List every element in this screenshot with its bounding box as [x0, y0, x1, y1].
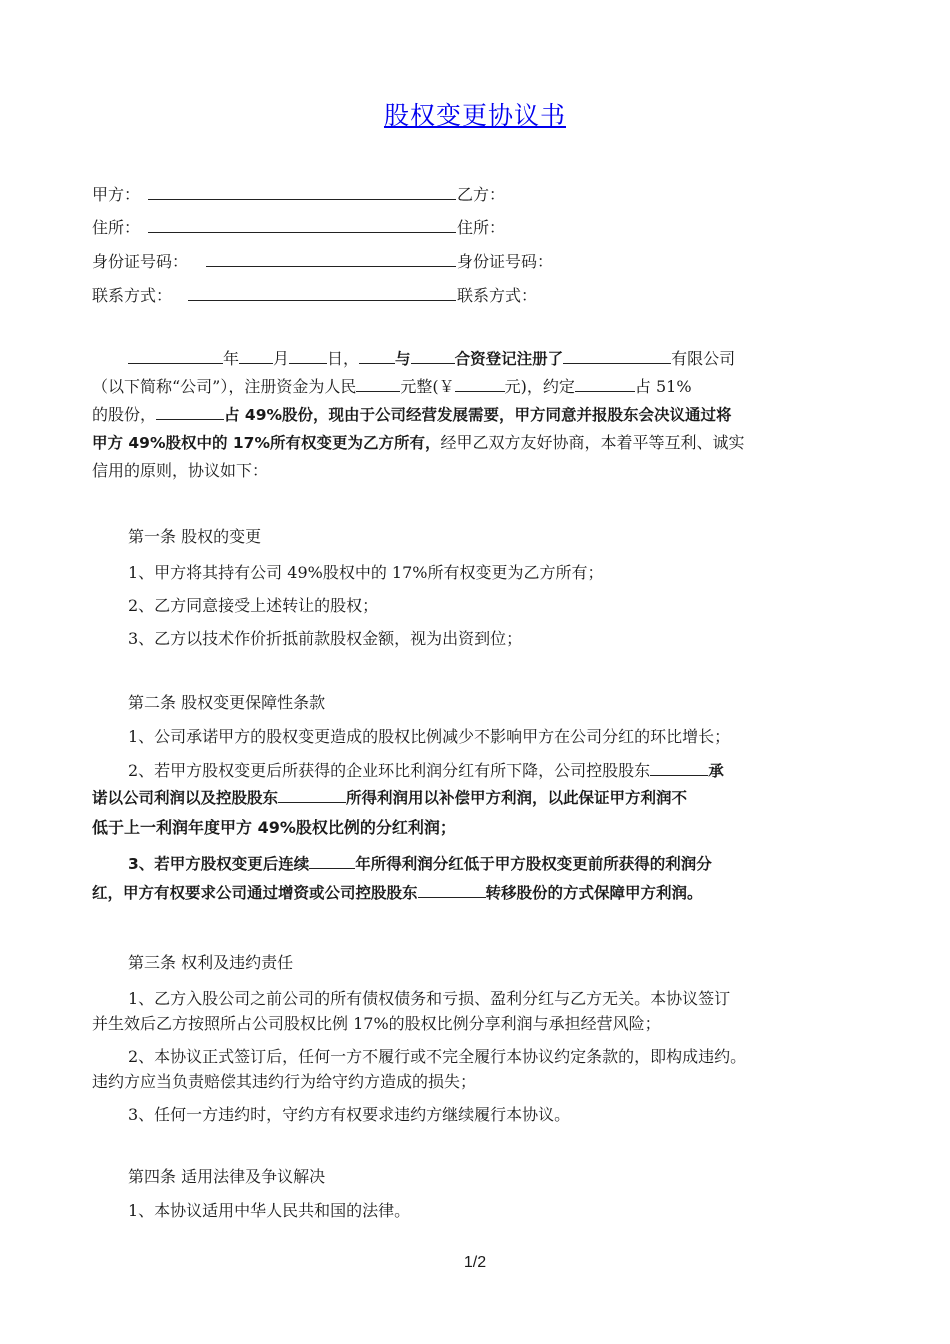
- holder-51-blank[interactable]: [575, 375, 635, 392]
- page-number: 1/2: [463, 1254, 487, 1271]
- article-3-item-3: 3、任何一方违约时，守约方有权要求违约方继续履行本协议。: [128, 1105, 571, 1124]
- date-month-blank[interactable]: [239, 347, 273, 364]
- article-3-heading: 第三条 权利及违约责任: [128, 953, 294, 972]
- party-a-address-blank[interactable]: [148, 232, 456, 233]
- date-day-blank[interactable]: [289, 347, 327, 364]
- party-one-blank[interactable]: [359, 347, 395, 364]
- article-2-item-3-text-2: 年所得利润分红低于甲方股权变更前所获得的利润分: [355, 855, 712, 873]
- article-1-item-1: 1、甲方将其持有公司 49%股权中的 17%所有权变更为乙方所有；: [128, 563, 604, 582]
- article-2-item-3-line-1: [128, 852, 712, 874]
- article-1-item-2: 2、乙方同意接受上述转让的股权；: [128, 596, 379, 615]
- holder-49-blank[interactable]: [156, 403, 224, 420]
- intro-negotiate: 经甲乙双方友好协商，本着平等互利、诚实: [440, 433, 745, 452]
- party-a-id-label: 身份证号码：: [92, 252, 189, 271]
- intro-principle: 信用的原则，协议如下：: [92, 461, 269, 480]
- party-b-address-label: 住所：: [457, 218, 506, 237]
- party-b-id-label: 身份证号码：: [457, 252, 554, 271]
- party-row-id: [92, 249, 612, 271]
- intro-capital-yuan: 元整(￥: [400, 377, 455, 396]
- intro-transfer: 甲方 49%股权中的 17%所有权变更为乙方所有，: [92, 434, 441, 452]
- article-2-item-3-text-4: 转移股份的方式保障甲方利润。: [485, 884, 703, 902]
- article-2-heading: 第二条 股权变更保障性条款: [128, 693, 326, 712]
- article-1-heading: 第一条 股权的变更: [128, 527, 262, 546]
- article-3-item-1-line-1: 1、乙方入股公司之前公司的所有债权债务和亏损、盈利分红与乙方无关。本协议签订: [128, 989, 731, 1008]
- company-name-blank[interactable]: [563, 347, 671, 364]
- intro-company-suffix: 有限公司: [671, 349, 736, 368]
- intro-shares: 的股份，: [92, 405, 157, 424]
- consecutive-years-blank[interactable]: [309, 852, 355, 869]
- capital-words-blank[interactable]: [356, 375, 400, 392]
- controlling-shareholder-blank-1[interactable]: [650, 759, 708, 776]
- document-title[interactable]: 股权变更协议书: [383, 101, 566, 130]
- article-2-item-2-text: 2、若甲方股权变更后所获得的企业环比利润分红有所下降，公司控股股东: [128, 761, 651, 780]
- article-1-item-3: 3、乙方以技术作价折抵前款股权金额，视为出资到位；: [128, 629, 523, 648]
- party-b-label: 乙方：: [457, 185, 506, 204]
- article-3-item-1-line-2: 并生效后乙方按照所占公司股权比例 17%的股权比例分享利润与承担经营风险；: [92, 1014, 661, 1033]
- article-3-item-2-line-2: 违约方应当负责赔偿其违约行为给守约方造成的损失；: [92, 1072, 477, 1091]
- article-2-item-2-text-2: 诺以公司利润以及控股股东: [92, 789, 279, 807]
- controlling-shareholder-blank-2[interactable]: [278, 786, 346, 803]
- party-a-id-blank[interactable]: [206, 266, 456, 267]
- party-a-contact-blank[interactable]: [188, 300, 456, 301]
- article-2-item-2-line-1: [128, 758, 724, 781]
- article-2-item-2-line-2: [92, 786, 687, 808]
- party-b-contact-label: 联系方式：: [457, 286, 538, 305]
- intro-registered: 合资登记注册了: [454, 350, 564, 368]
- date-year-blank[interactable]: [128, 347, 223, 364]
- party-a-address-label: 住所：: [92, 218, 141, 237]
- intro-paragraph: [92, 345, 852, 485]
- capital-number-blank[interactable]: [455, 375, 505, 392]
- intro-49-percent: 占 49%股份，现由于公司经营发展需要，甲方同意并报股东会决议通过将: [224, 406, 732, 424]
- article-2-item-2-promise: 承: [708, 762, 724, 780]
- party-row-contact: [92, 283, 612, 305]
- party-row-address: [92, 215, 592, 237]
- article-4-heading: 第四条 适用法律及争议解决: [128, 1167, 326, 1186]
- article-4-item-1: 1、本协议适用中华人民共和国的法律。: [128, 1201, 411, 1220]
- article-2-item-3-line-2: [92, 881, 703, 903]
- article-2-item-2-line-3: 低于上一利润年度甲方 49%股权比例的分红利润；: [92, 818, 456, 837]
- article-2-item-3-text-3: 红，甲方有权要求公司通过增资或公司控股股东: [92, 884, 418, 902]
- party-row-name: [92, 182, 592, 204]
- intro-month: 月: [273, 349, 290, 368]
- party-a-label: 甲方：: [92, 185, 141, 204]
- controlling-shareholder-blank-3[interactable]: [418, 881, 486, 898]
- intro-year: 年: [223, 349, 240, 368]
- article-2-item-3-text: 3、若甲方股权变更后连续: [128, 855, 310, 873]
- intro-with: 与: [395, 350, 411, 368]
- intro-capital: （以下简称“公司”），注册资金为人民: [92, 377, 357, 396]
- article-2-item-2-text-3: 所得利润用以补偿甲方利润，以此保证甲方利润不: [346, 789, 688, 807]
- party-two-blank[interactable]: [411, 347, 455, 364]
- intro-agree: 元)，约定: [504, 377, 575, 396]
- intro-51-percent: 占 51%: [634, 377, 692, 396]
- party-a-contact-label: 联系方式：: [92, 286, 173, 305]
- article-2-item-1: 1、公司承诺甲方的股权变更造成的股权比例减少不影响甲方在公司分红的环比增长；: [128, 727, 731, 746]
- party-a-blank[interactable]: [148, 199, 456, 200]
- article-3-item-2-line-1: 2、本协议正式签订后，任何一方不履行或不完全履行本协议约定条款的，即构成违约。: [128, 1047, 747, 1066]
- intro-day: 日，: [327, 349, 360, 368]
